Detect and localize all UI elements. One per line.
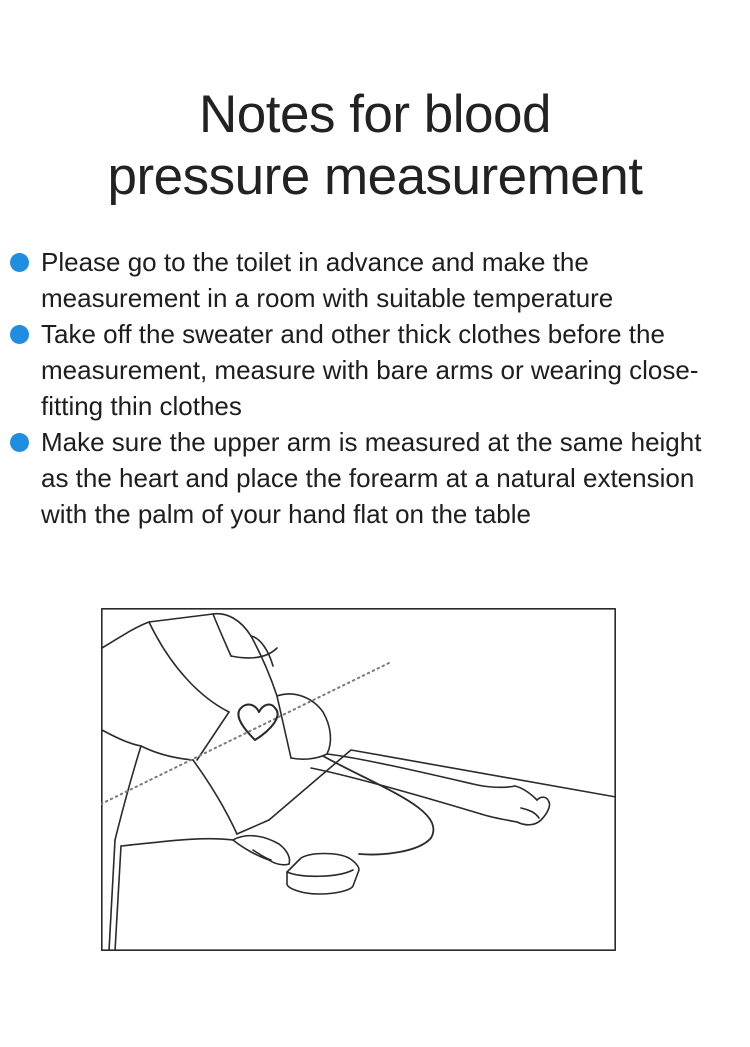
heart-level-line — [101, 662, 391, 804]
person-hand — [515, 786, 550, 825]
page-title — [0, 84, 750, 208]
illustration-svg — [101, 608, 616, 951]
note-text: Take off the sweater and other thick clothes before the measurement, measure with bare arms or wearing close-fitting thin clothes — [41, 319, 699, 421]
person-left-hand — [233, 836, 290, 865]
person-torso — [102, 614, 277, 951]
table-edge — [269, 750, 616, 820]
page-title-line-1: Notes for blood — [199, 85, 551, 144]
note-item — [0, 424, 750, 532]
bullet-dot-icon — [10, 433, 29, 452]
bullet-dot-icon — [10, 253, 29, 272]
note-item — [0, 316, 750, 424]
notes-list — [0, 244, 750, 532]
measurement-posture-illustration — [101, 608, 616, 951]
note-item — [0, 244, 750, 316]
note-text: Make sure the upper arm is measured at the same height as the heart and place the forearm at a natural extension with the palm of your hand flat on the table — [41, 427, 702, 529]
person-forearm — [311, 754, 517, 822]
bullet-dot-icon — [10, 325, 29, 344]
page-title-line-2: pressure measurement — [107, 147, 643, 206]
bp-monitor-icon — [287, 854, 359, 895]
note-text: Please go to the toilet in advance and make the measurement in a room with suitable temperature — [41, 247, 614, 313]
